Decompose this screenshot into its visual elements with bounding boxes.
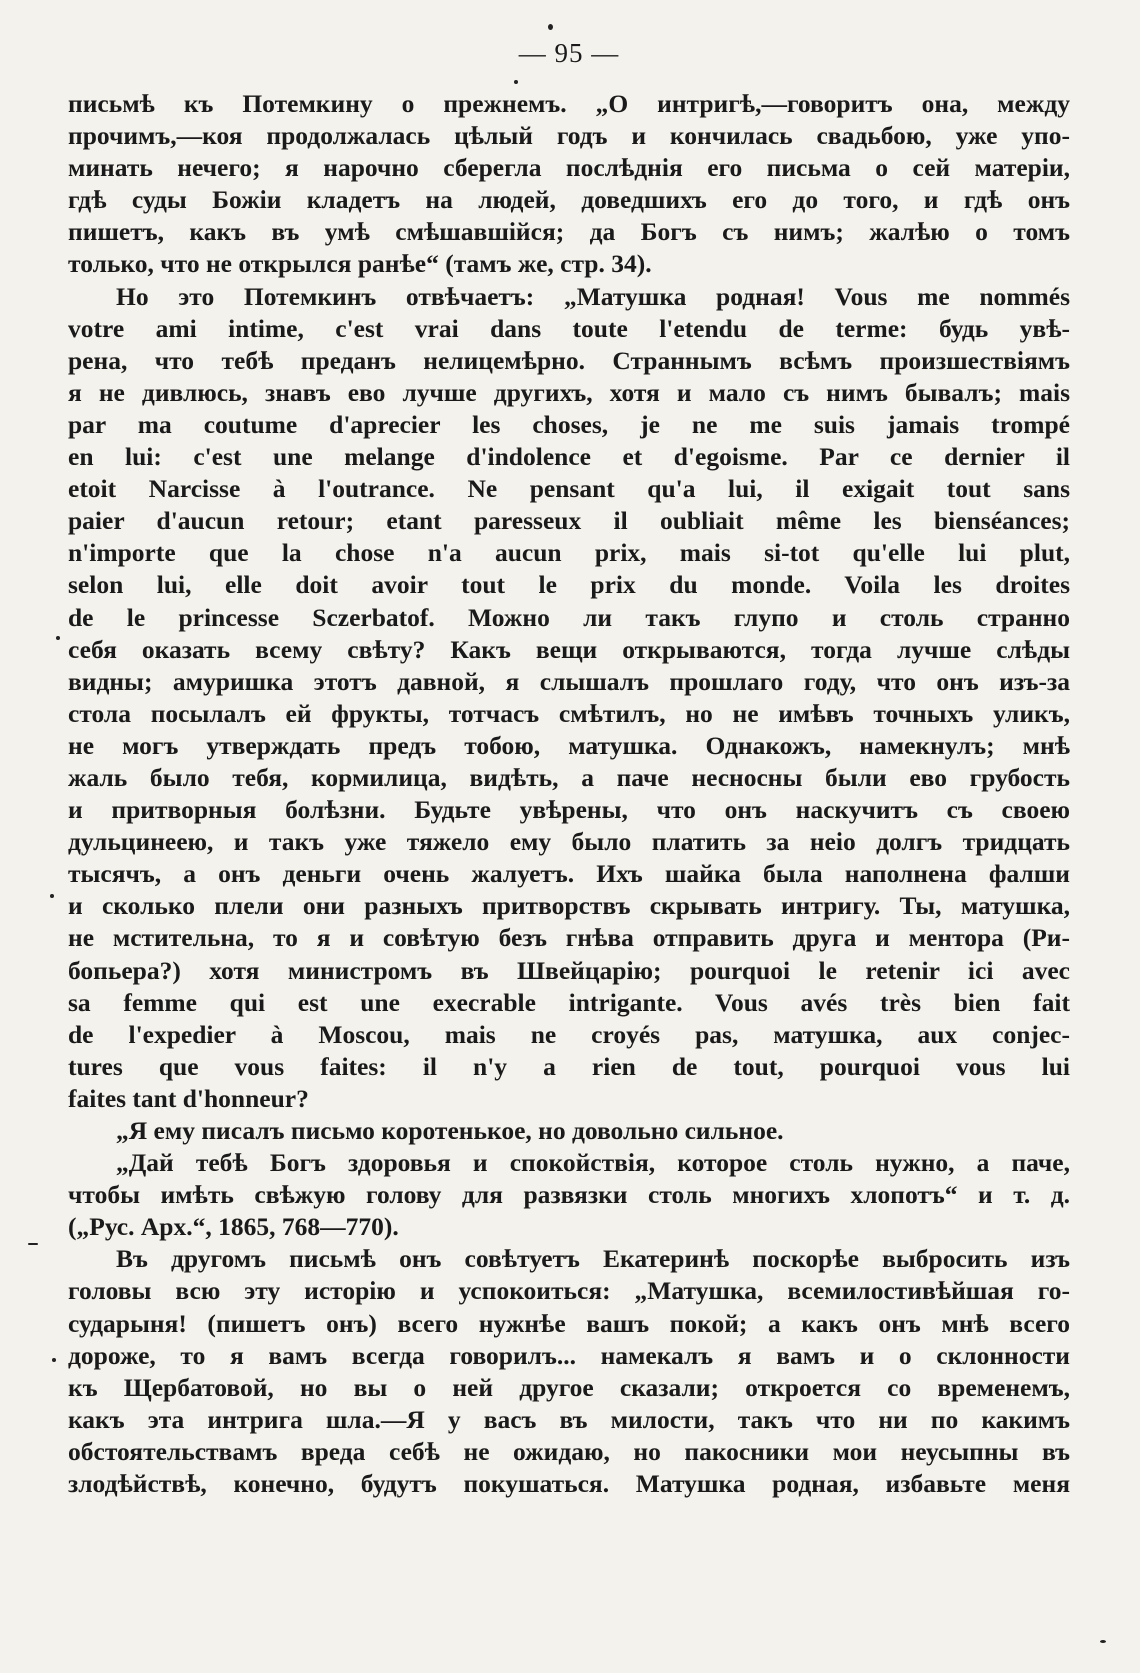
scan-speck bbox=[548, 24, 553, 30]
text-line: („Рус. Арх.“, 1865, 768—770). bbox=[68, 1212, 399, 1242]
text-line: selon lui, elle doit avoir tout le prix du monde. Voila les droites bbox=[68, 570, 1070, 600]
scan-speck bbox=[1100, 1640, 1106, 1643]
text-line: дульцинеею, и такъ уже тяжело ему было платить за неіо долгъ тридцать bbox=[68, 827, 1070, 857]
text-line: злодѣйствѣ, конечно, будутъ покушаться. Матушка родная, избавьте меня bbox=[68, 1469, 1070, 1499]
text-line: пишетъ, какъ въ умѣ смѣшавшійся; да Богъ съ нимъ; жалѣю о томъ bbox=[68, 217, 1070, 247]
text-line: какъ эта интрига шла.—Я у васъ въ милости, такъ что ни по какимъ bbox=[68, 1404, 1070, 1434]
text-line: n'importe que la chose n'a aucun prix, mais si-tot qu'elle lui plut, bbox=[68, 538, 1070, 568]
text-line: par ma coutume d'aprecier les choses, je ne me suis jamais trompé bbox=[68, 409, 1070, 439]
text-line: бопьера?) хотя министромъ въ Швейцарію; pourquoi le retenir ici avec bbox=[68, 955, 1070, 985]
text-line: en lui: c'est une melange d'indolence et d'egoisme. Par ce dernier il bbox=[68, 442, 1070, 472]
text-line: чтобы имѣть свѣжую голову для развязки столь многихъ хлопотъ“ и т. д. bbox=[68, 1180, 1070, 1210]
book-page bbox=[68, 0, 1070, 1673]
text-line: de le princesse Sczerbatof. Можно ли такъ глупо и столь странно bbox=[68, 602, 1070, 632]
text-line: Въ другомъ письмѣ онъ совѣтуетъ Екатеринѣ поскорѣе выбросить изъ bbox=[116, 1244, 1070, 1274]
text-line: „Дай тебѣ Богъ здоровья и спокойствія, которое столь нужно, а паче, bbox=[116, 1148, 1070, 1178]
text-line: я не дивлюсь, знавъ ево лучше другихъ, хотя и мало съ нимъ бывалъ; mais bbox=[68, 377, 1070, 407]
text-line: минать нечего; я нарочно сберегла послѣднія его письма о сей матеріи, bbox=[68, 153, 1070, 183]
text-line: не могъ утверждать предъ тобою, матушка. Однакожъ, намекнулъ; мнѣ bbox=[68, 730, 1070, 760]
text-line: рена, что тебѣ преданъ нелицемѣрно. Страннымъ всѣмъ произшествіямъ bbox=[68, 345, 1070, 375]
text-line: не мстительна, то я и совѣтую безъ гнѣва отправить друга и ментора (Ри- bbox=[68, 923, 1070, 953]
text-line: къ Щербатовой, но вы о ней другое сказали; откроется со временемъ, bbox=[68, 1372, 1070, 1402]
text-line: только, что не открылся ранѣе“ (тамъ же, стр. 34). bbox=[68, 249, 652, 279]
text-line: стола посылалъ ей фрукты, тотчасъ смѣтилъ, но не имѣвъ точныхъ уликъ, bbox=[68, 698, 1070, 728]
text-line: etoit Narcisse à l'outrance. Ne pensant qu'a lui, il exigait tout sans bbox=[68, 474, 1070, 504]
text-line: sa femme qui est une execrable intrigante. Vous avés très bien fait bbox=[68, 987, 1070, 1017]
text-line: себя оказать всему свѣту? Какъ вещи открываются, тогда лучше слѣды bbox=[68, 634, 1070, 664]
scan-speck bbox=[50, 894, 54, 898]
text-line: votre ami intime, c'est vrai dans toute l'etendu de terme: будь увѣ- bbox=[68, 313, 1070, 343]
text-line: тысячъ, а онъ деньги очень жалуетъ. Ихъ шайка была наполнена фалши bbox=[68, 859, 1070, 889]
text-line: paier d'aucun retour; etant paresseux il oubliait même les bienséances; bbox=[68, 506, 1070, 536]
page-number: — 95 — bbox=[518, 38, 620, 68]
scan-speck bbox=[52, 1358, 56, 1362]
text-line: дороже, то я вамъ всегда говорилъ... намекалъ я вамъ и о склонности bbox=[68, 1340, 1070, 1370]
text-line: Но это Потемкинъ отвѣчаетъ: „Матушка родная! Vous me nommés bbox=[116, 281, 1070, 311]
text-line: обстоятельствамъ вреда себѣ не ожидаю, но пакосники мои неусыпны въ bbox=[68, 1436, 1070, 1466]
text-line: сударыня! (пишетъ онъ) всего нужнѣе вашъ покой; а какъ онъ мнѣ всего bbox=[68, 1308, 1070, 1338]
text-line: гдѣ суды Божіи кладетъ на людей, доведшихъ его до того, и гдѣ онъ bbox=[68, 185, 1070, 215]
scan-speck bbox=[28, 1243, 38, 1245]
body-text bbox=[68, 88, 1070, 1500]
text-line: tures que vous faites: il n'y a rien de tout, pourquoi vous lui bbox=[68, 1051, 1070, 1081]
text-line: видны; амуришка этотъ давной, я слышалъ прошлаго году, что онъ изъ-за bbox=[68, 666, 1070, 696]
text-line: головы всю эту исторію и успокоиться: „Матушка, всемилостивѣйшая го- bbox=[68, 1276, 1070, 1306]
text-line: и притворныя болѣзни. Будьте увѣрены, что онъ наскучитъ съ своею bbox=[68, 795, 1070, 825]
scan-speck bbox=[56, 636, 60, 640]
text-line: „Я ему писалъ письмо коротенькое, но довольно сильное. bbox=[116, 1116, 784, 1145]
text-line: жаль было тебя, кормилица, видѣть, а паче несносны были ево грубость bbox=[68, 762, 1070, 792]
text-line: faites tant d'honneur? bbox=[68, 1083, 309, 1113]
text-line: de l'expedier à Moscou, mais ne croyés pas, матушка, aux conjec- bbox=[68, 1019, 1070, 1049]
scan-speck bbox=[514, 80, 518, 84]
text-line: прочимъ,—коя продолжалась цѣлый годъ и кончилась свадьбою, уже упо- bbox=[68, 121, 1070, 151]
text-line: письмѣ къ Потемкину о прежнемъ. „О интригѣ,—говоритъ она, между bbox=[68, 89, 1070, 118]
text-line: и сколько плели они разныхъ притворствъ скрывать интригу. Ты, матушка, bbox=[68, 891, 1070, 921]
